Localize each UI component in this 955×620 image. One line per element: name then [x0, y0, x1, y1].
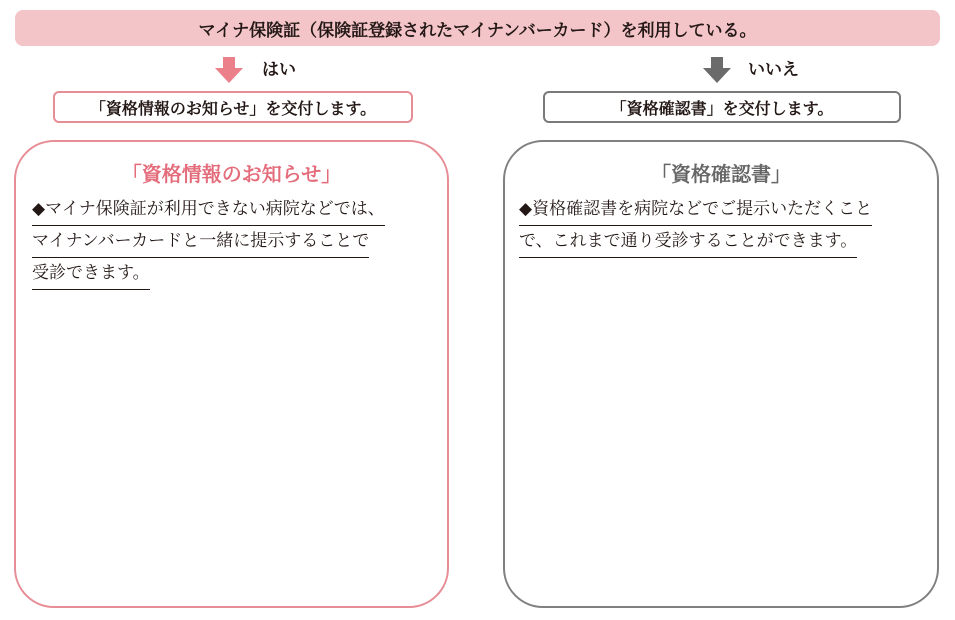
notice-line-2: マイナンバーカードと一緒に提示することで	[32, 226, 369, 258]
question-banner	[15, 10, 940, 46]
qualification-certificate-panel	[503, 140, 939, 608]
yes-result-label	[53, 91, 413, 123]
answer-no: いいえ	[748, 60, 799, 80]
yes-result-label-text: 「資格情報のお知らせ」を交付します。	[89, 98, 377, 118]
qualification-info-notice-panel	[14, 140, 449, 608]
no-result-label	[543, 91, 901, 123]
yes-down-arrow-icon	[215, 57, 243, 83]
qualification-certificate-title: 「資格確認書」	[651, 162, 791, 186]
no-down-arrow-icon	[703, 57, 731, 83]
qualification-info-notice-title: 「資格情報のお知らせ」	[121, 162, 342, 186]
answer-yes: はい	[262, 60, 296, 80]
notice-line-3: 受診できます。	[32, 258, 150, 290]
qualification-certificate-body	[519, 194, 872, 258]
certificate-line-2: で、これまで通り受診することができます。	[519, 226, 857, 258]
certificate-line-1: ◆資格確認書を病院などでご提示いただくこと	[519, 194, 872, 226]
no-result-label-text: 「資格確認書」を交付します。	[610, 98, 834, 118]
question-text: マイナ保険証（保険証登録されたマイナンバーカード）を利用している。	[198, 20, 757, 41]
qualification-info-notice-body	[32, 194, 385, 290]
notice-line-1: ◆マイナ保険証が利用できない病院などでは、	[32, 194, 385, 226]
